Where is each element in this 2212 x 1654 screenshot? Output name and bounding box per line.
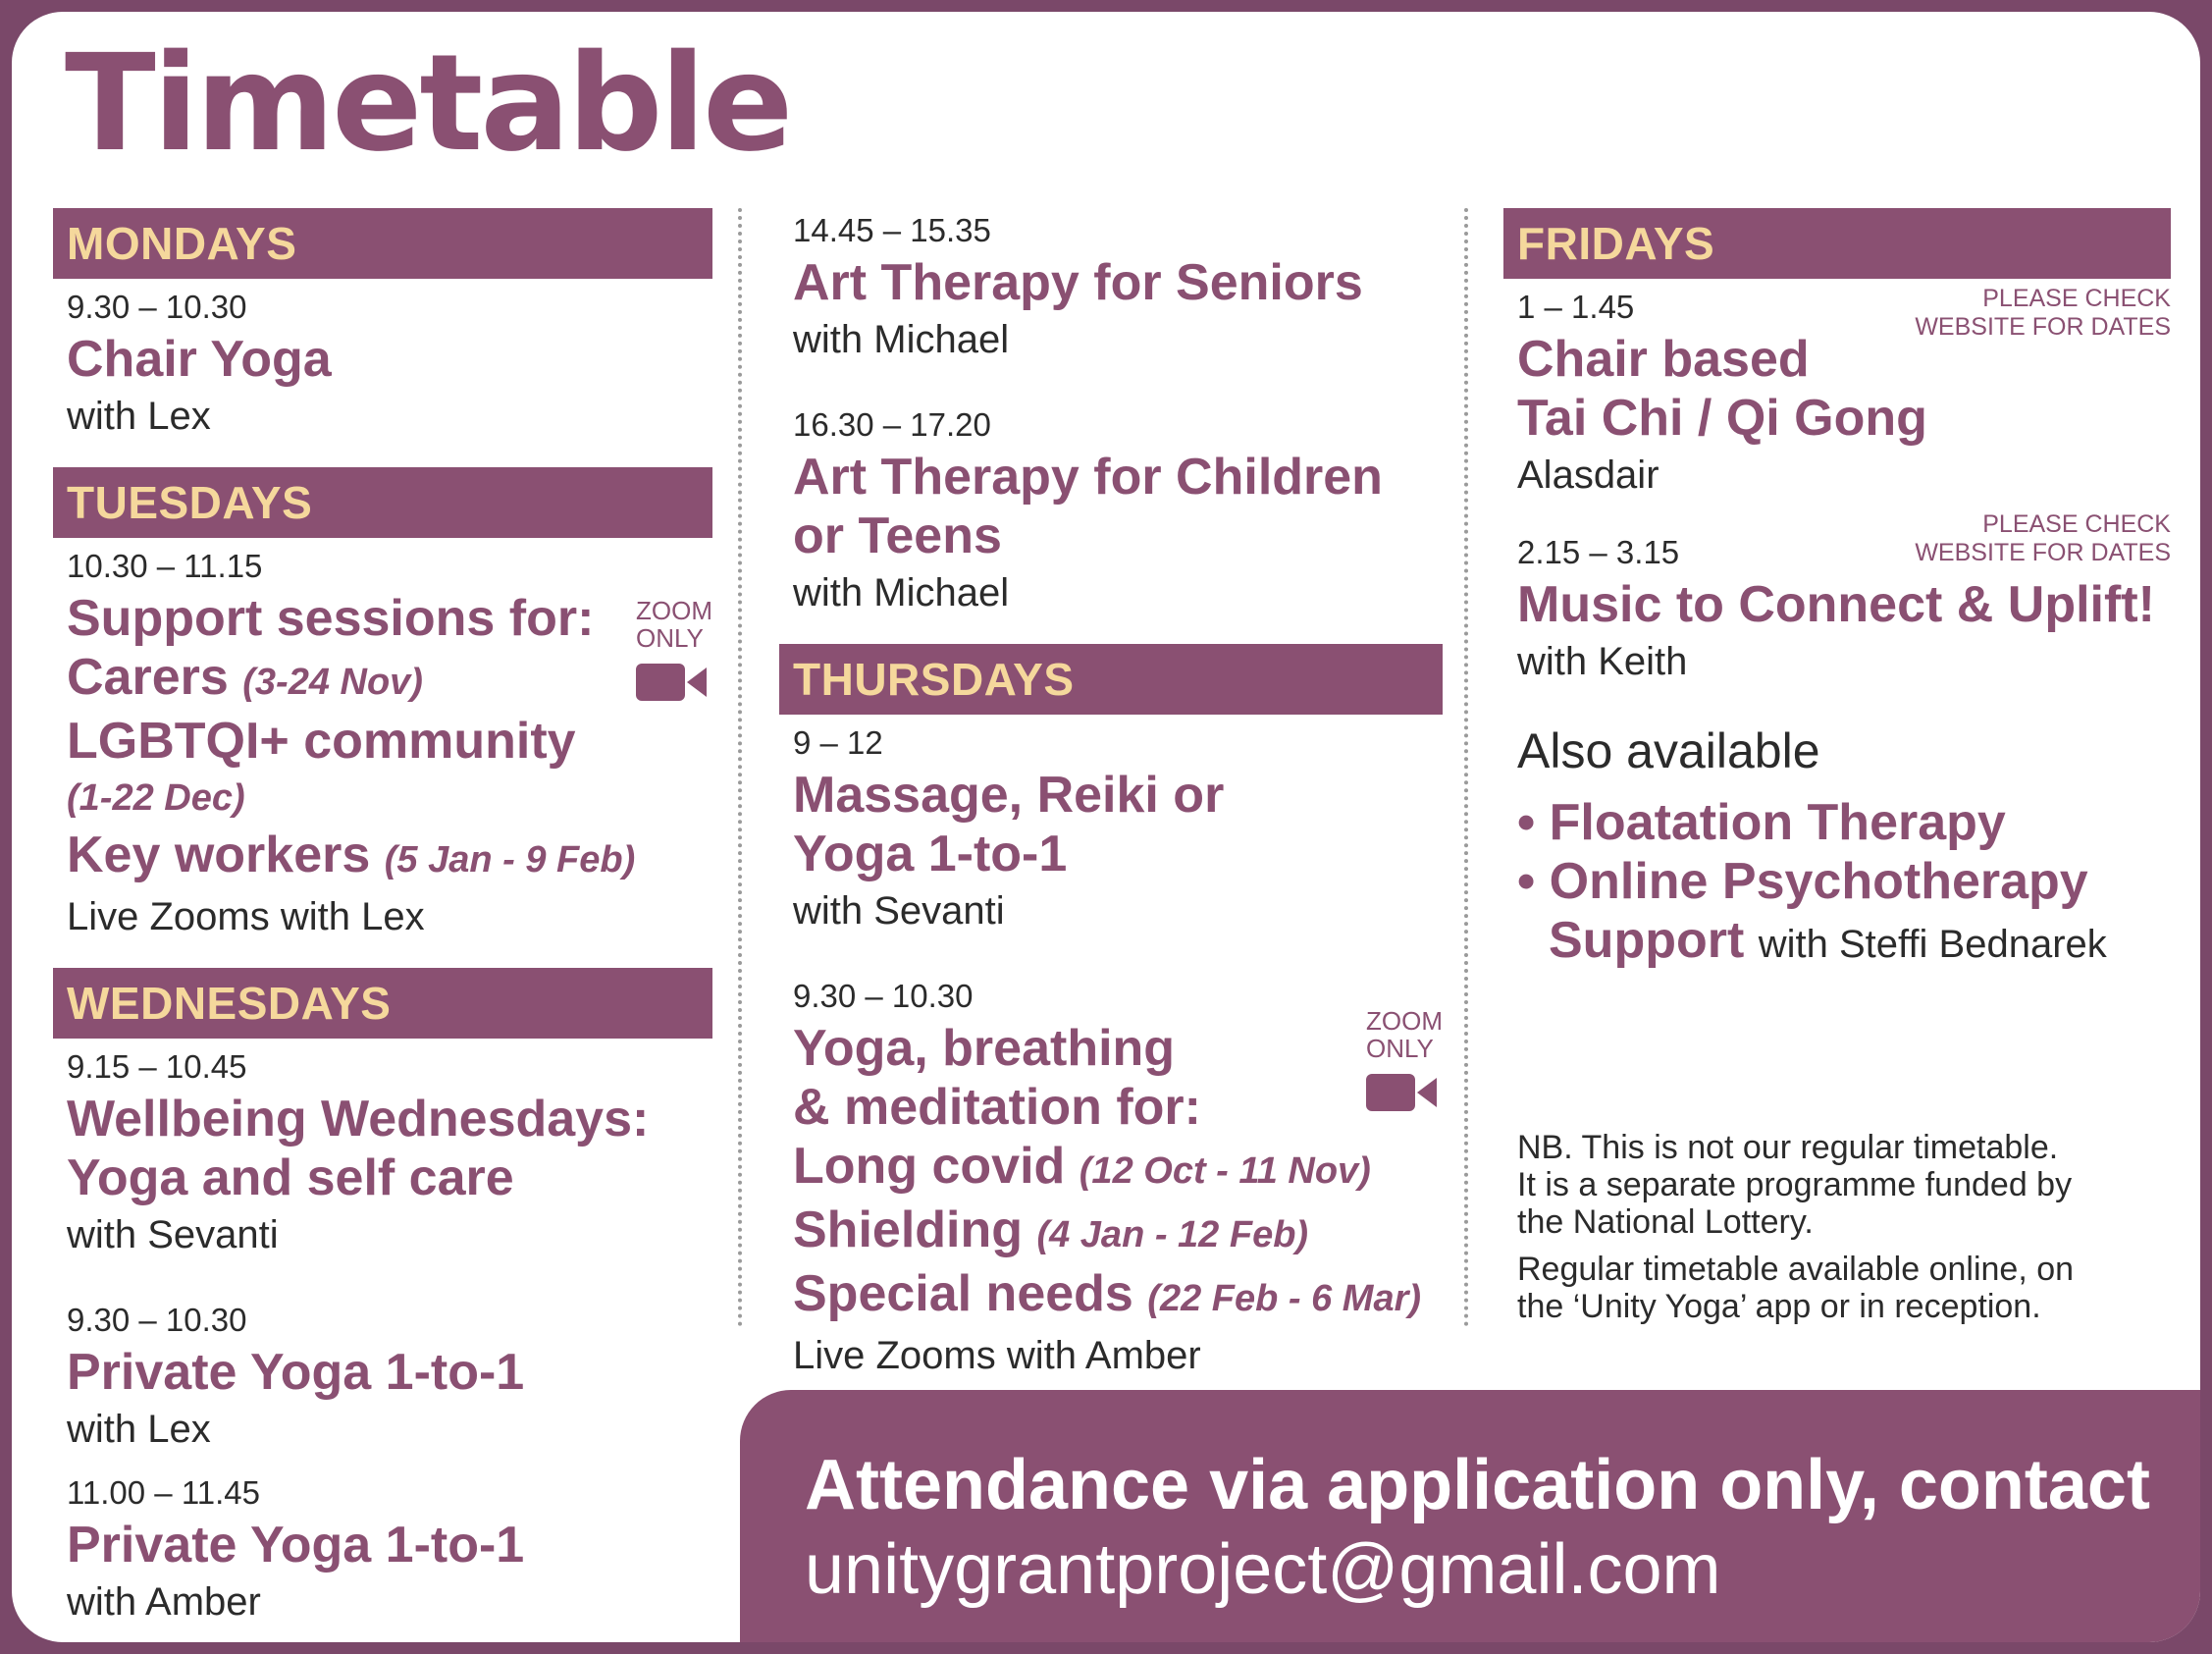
class-time: 9.30 – 10.30 xyxy=(793,978,974,1014)
column-divider xyxy=(738,208,742,1327)
contact-banner xyxy=(740,1390,2200,1642)
support-group: LGBTQI+ community xyxy=(67,713,576,770)
check-note-line: WEBSITE FOR DATES xyxy=(1915,539,2171,566)
bullet: • xyxy=(1517,794,1536,851)
nb-line: NB. This is not our regular timetable. xyxy=(1517,1129,2059,1166)
class-time: 11.00 – 11.45 xyxy=(67,1474,260,1511)
support-group xyxy=(67,648,712,712)
contact-email: unitygrantproject@gmail.com xyxy=(805,1530,1721,1609)
group-dates: (22 Feb - 6 Mar) xyxy=(1147,1278,1422,1319)
also-item xyxy=(1503,911,2171,972)
thursdays-heading: THURSDAYS xyxy=(779,644,1443,715)
zoom-label: ONLY xyxy=(636,623,704,653)
group-name: Key workers xyxy=(67,827,371,883)
group-dates: (4 Jan - 12 Feb) xyxy=(1036,1214,1309,1255)
zoom-only-badge xyxy=(1366,1007,1443,1111)
also-item xyxy=(1503,793,2171,852)
class-time: 1 – 1.45 xyxy=(1517,289,1635,325)
group-name: Long covid xyxy=(793,1138,1066,1195)
class-tutor: with Michael xyxy=(793,571,1010,614)
class-time: 14.45 – 15.35 xyxy=(793,212,991,248)
group-dates: (1-22 Dec) xyxy=(67,777,245,819)
class-name: Yoga and self care xyxy=(67,1149,514,1206)
column-left xyxy=(53,208,712,1629)
wednesday-class-3 xyxy=(53,1470,712,1629)
nb-line: Regular timetable available online, on xyxy=(1517,1251,2075,1288)
also-available-heading: Also available xyxy=(1517,723,1820,778)
also-item xyxy=(1503,852,2171,911)
group-name: Carers xyxy=(67,649,229,706)
class-tutor: with Lex xyxy=(67,395,211,438)
check-note-line: PLEASE CHECK xyxy=(1982,285,2171,312)
class-name: Wellbeing Wednesdays: xyxy=(67,1091,650,1147)
video-camera-icon xyxy=(1366,1074,1437,1111)
wednesdays-heading: WEDNESDAYS xyxy=(53,968,712,1039)
class-name: Support sessions for: xyxy=(67,590,595,647)
class-time: 10.30 – 11.15 xyxy=(67,548,263,584)
class-name: Massage, Reiki or xyxy=(793,767,1225,824)
zoom-label: ZOOM xyxy=(1366,1006,1443,1036)
column-middle xyxy=(779,208,1443,1383)
support-group xyxy=(793,1200,1443,1264)
group-name: Shielding xyxy=(793,1201,1023,1258)
class-tutor: Alasdair xyxy=(1517,454,1659,497)
also-item-name: Floatation Therapy xyxy=(1549,794,2006,851)
page-title: Timetable xyxy=(65,27,791,182)
class-tutor: with Sevanti xyxy=(67,1213,279,1256)
tuesdays-heading: TUESDAYS xyxy=(53,467,712,538)
nb-line: the ‘Unity Yoga’ app or in reception. xyxy=(1517,1288,2041,1325)
also-item-name: Support xyxy=(1549,912,1745,969)
wednesday-class-5 xyxy=(779,402,1443,620)
friday-class-2 xyxy=(1503,510,2171,689)
class-name: Yoga, breathing xyxy=(793,1020,1176,1077)
class-tutor: with Sevanti xyxy=(793,889,1005,933)
group-dates: (12 Oct - 11 Nov) xyxy=(1079,1150,1371,1192)
column-right xyxy=(1503,208,2171,1325)
video-camera-icon xyxy=(636,664,707,701)
class-name: Music to Connect & Uplift! xyxy=(1517,576,2155,633)
also-item-name: Online Psychotherapy xyxy=(1549,853,2088,910)
zoom-only-badge xyxy=(636,597,712,701)
group-name: Special needs xyxy=(793,1265,1133,1322)
class-time: 9.30 – 10.30 xyxy=(67,289,247,325)
class-name: or Teens xyxy=(793,507,1002,564)
class-tutor: Live Zooms with Amber xyxy=(793,1334,1201,1377)
mondays-heading: MONDAYS xyxy=(53,208,712,279)
class-name: Private Yoga 1-to-1 xyxy=(67,1517,525,1574)
thursday-class-2 xyxy=(779,974,1443,1383)
class-time: 2.15 – 3.15 xyxy=(1517,534,1680,570)
nb-line: It is a separate programme funded by xyxy=(1517,1166,2073,1203)
wednesday-class-1 xyxy=(53,1044,712,1262)
group-dates: (5 Jan - 9 Feb) xyxy=(384,839,636,880)
wednesday-class-4 xyxy=(779,208,1443,367)
check-note-line: WEBSITE FOR DATES xyxy=(1915,313,2171,341)
class-name: Private Yoga 1-to-1 xyxy=(67,1344,525,1401)
timetable-card xyxy=(12,12,2200,1642)
class-time: 9.30 – 10.30 xyxy=(67,1302,247,1338)
class-tutor: with Amber xyxy=(67,1580,261,1624)
check-website-note xyxy=(1915,510,2171,567)
class-name: & meditation for: xyxy=(793,1079,1201,1136)
class-name: Chair based xyxy=(1517,331,1810,388)
zoom-label: ZOOM xyxy=(636,596,712,625)
class-name: Art Therapy for Children xyxy=(793,449,1383,506)
banner-text: Attendance via application only, contact xyxy=(805,1446,2150,1524)
support-group xyxy=(67,826,712,889)
class-tutor: with Michael xyxy=(793,318,1010,361)
class-name: Tai Chi / Qi Gong xyxy=(1517,390,1927,447)
column-divider xyxy=(1464,208,1468,1327)
support-group xyxy=(793,1137,1443,1200)
fridays-heading: FRIDAYS xyxy=(1503,208,2171,279)
class-tutor: with Lex xyxy=(67,1408,211,1451)
class-name: Art Therapy for Seniors xyxy=(793,254,1363,311)
wednesday-class-2 xyxy=(53,1298,712,1457)
group-dates: (3-24 Nov) xyxy=(242,662,423,703)
class-tutor: with Steffi Bednarek xyxy=(1758,923,2107,966)
class-time: 9 – 12 xyxy=(793,724,883,761)
nb-line: the National Lottery. xyxy=(1517,1203,1814,1241)
support-group xyxy=(793,1264,1443,1328)
check-website-note xyxy=(1915,285,2171,342)
tuesday-class-1 xyxy=(53,544,712,944)
check-note-line: PLEASE CHECK xyxy=(1982,510,2171,538)
class-tutor: Live Zooms with Lex xyxy=(67,895,425,938)
class-name: Yoga 1-to-1 xyxy=(793,826,1068,882)
class-time: 9.15 – 10.45 xyxy=(67,1048,247,1085)
class-tutor: with Keith xyxy=(1517,640,1688,683)
zoom-label: ONLY xyxy=(1366,1034,1434,1063)
class-name: Chair Yoga xyxy=(67,331,332,388)
monday-class-1 xyxy=(53,285,712,444)
friday-class-1 xyxy=(1503,285,2171,503)
bullet: • xyxy=(1517,853,1536,910)
thursday-class-1 xyxy=(779,720,1443,938)
nb-note xyxy=(1503,1129,2171,1325)
class-time: 16.30 – 17.20 xyxy=(793,406,991,443)
